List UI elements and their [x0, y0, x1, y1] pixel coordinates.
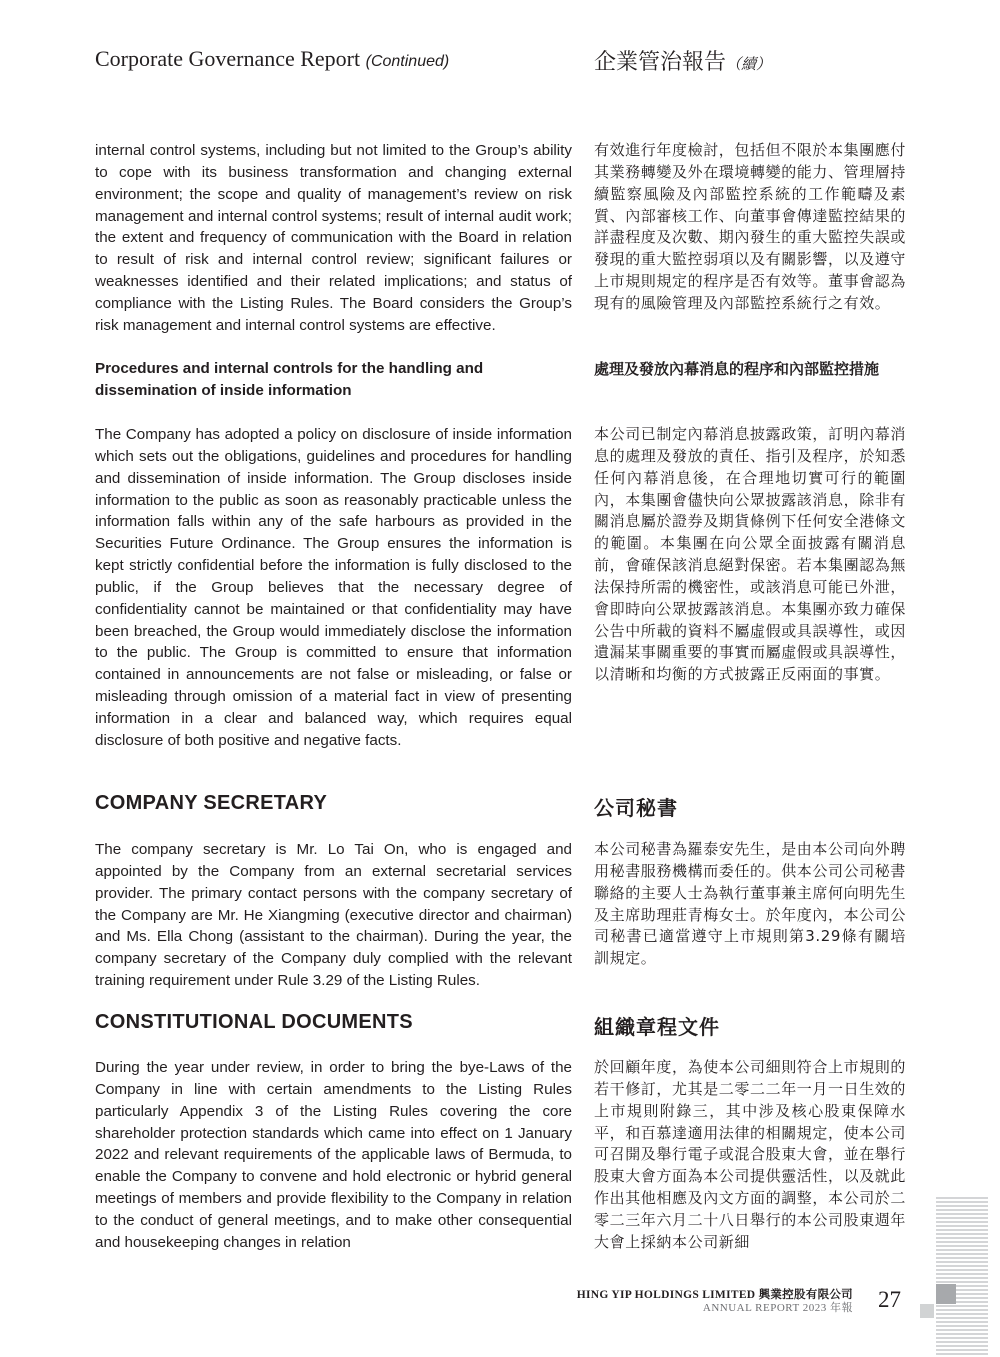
header-continued-zh: （續） [726, 55, 772, 73]
secretary-heading-en-block [95, 792, 572, 815]
constitutional-heading-en-block [95, 1011, 572, 1034]
secretary-paragraph-en: The company secretary is Mr. Lo Tai On, who is engaged and appointed by the Company from an external secretarial services provider. The primary contact persons with the company secretary of the Company are Mr. He Xiangming (executive director and chairman) and Ms. Ella Chong (assistant to the chairman). During the year, the company secretary of the Company duly complied with the relevant training requirement under Rule 3.29 of the Listing Rules. [95, 841, 572, 990]
inside-info-heading-en-block [95, 358, 572, 402]
decorative-square-light [920, 1304, 934, 1318]
constitutional-heading-zh-block [594, 1011, 906, 1040]
secretary-paragraph-zh-block [594, 839, 906, 970]
constitutional-paragraph-en-block [95, 1057, 572, 1254]
risk-paragraph-zh-block [594, 140, 906, 315]
decorative-square-dark [936, 1284, 956, 1304]
secretary-paragraph-en-block [95, 839, 572, 992]
constitutional-paragraph-en: During the year under review, in order to bring the bye-Laws of the Company in line with certain amendments to the Listing Rules particularly Appendix 3 of the Listing Rules covering the core shareholder protection standards which came into effect on 1 January 2022 and relevant requirements of the applicable laws of Bermuda, to enable the Company to convene and hold electronic or hybrid general meetings of members and provide flexibility to the Company in relation to the conduct of general meetings, and to make other consequential and housekeeping changes in relation [95, 1059, 572, 1251]
header-continued-en: (Continued) [365, 53, 450, 70]
footer-report-title: ANNUAL REPORT 2023 年報 [702, 1302, 853, 1314]
inside-info-paragraph-zh-block [594, 424, 906, 686]
secretary-heading-zh: 公司秘書 [594, 796, 678, 820]
inside-info-paragraph-en: The Company has adopted a policy on disclosure of inside information which sets out the obligations, guidelines and procedures for handling and dissemination of inside information. The Group discloses inside information to the public as soon as reasonably practicable unless the information falls within any of the safe harbours as provided in the Securities Future Ordinance. The Group ensures the information is kept strictly confidential before the information is fully disclosed to the public, if the Group believes that the necessary degree of confidentiality cannot be maintained or that confidentiality may have been breached, the Group would immediately disclose the information to the public. The Group is committed to ensure that information contained in announcements are not false or misleading, or false or misleading through omission of a material fact in view of presenting information in a clear and balanced way, which requires equal disclosure of both positive and negative facts. [95, 426, 572, 749]
constitutional-heading-en: CONSTITUTIONAL DOCUMENTS [95, 1011, 413, 1033]
secretary-paragraph-zh: 本公司秘書為羅泰安先生，是由本公司向外聘用秘書服務機構而委任的。供本公司公司秘書聯絡的主要人士為執行董事兼主席何向明先生及主席助理莊青梅女士。於年度內，本公司公司秘書已適當遵守上市規則第3.29條有關培訓規定。 [594, 840, 907, 968]
risk-paragraph-en: internal control systems, including but not limited to the Group’s ability to cope with its business transformation and changing external environment; the scope and quality of management’s review on risk management and internal control systems; result of internal audit work; the extent and frequency of communication with the Board in relation to result of risk and internal control review; significant failures or weaknesses identified and their related implications; and status of compliance with the Listing Rules. The Board considers the Group’s risk management and internal control systems are effective. [95, 142, 572, 334]
header-title-en [95, 46, 449, 72]
inside-info-heading-zh: 處理及發放內幕消息的程序和內部監控措施 [594, 360, 880, 378]
secretary-heading-en: COMPANY SECRETARY [95, 792, 328, 814]
inside-info-heading-zh-block [594, 358, 906, 380]
inside-info-paragraph-en-block [95, 424, 572, 752]
risk-paragraph-zh: 有效進行年度檢討，包括但不限於本集團應付其業務轉變及外在環境轉變的能力、管理層持續監察風險及內部監控系統的工作範疇及素質、內部審核工作、向董事會傳達監控結果的詳盡程度及次數、期內發生的重大監控失誤或發現的重大監控弱項以及有關影響，以及遵守上市規則規定的程序是否有效等。董事會認為現有的風險管理及內部監控系統行之有效。 [594, 141, 907, 312]
header-title-zh-text: 企業管治報告 [594, 50, 727, 75]
decorative-stripe-pattern [936, 1197, 988, 1357]
constitutional-paragraph-zh-block [594, 1057, 906, 1254]
risk-paragraph-en-block [95, 140, 572, 337]
secretary-heading-zh-block [594, 792, 906, 821]
footer-company-name: HING YIP HOLDINGS LIMITED 興業控股有限公司 [576, 1289, 853, 1301]
header-title-en-text: Corporate Governance Report [95, 46, 361, 71]
header-title-zh [594, 45, 771, 76]
page-number: 27 [878, 1287, 901, 1312]
inside-info-heading-en: Procedures and internal controls for the handling and dissemination of inside information [95, 360, 484, 399]
constitutional-heading-zh: 組織章程文件 [594, 1015, 720, 1039]
constitutional-paragraph-zh: 於回顧年度，為使本公司細則符合上市規則的若干修訂，尤其是二零二二年一月一日生效的上市規則附錄三，其中涉及核心股東保障水平，和百慕達適用法律的相關規定，使本公司可召開及舉行電子或混合股東大會，並在舉行股東大會方面為本公司提供靈活性，以及就此作出其他相應及內文方面的調整，本公司於二零二三年六月二十八日舉行的本公司股東週年大會上採納本公司新細 [594, 1058, 907, 1251]
inside-info-paragraph-zh: 本公司已制定內幕消息披露政策，訂明內幕消息的處理及發放的責任、指引及程序，於知悉任何內幕消息後，在合理地切實可行的範圍內，本集團會儘快向公眾披露該消息，除非有關消息屬於證券及期貨條例下任何安全港條文的範圍。本集團在向公眾全面披露有關消息前，會確保該消息絕對保密。若本集團認為無法保持所需的機密性，或該消息可能已外泄，會即時向公眾披露該消息。本集團亦致力確保公告中所載的資料不屬虛假或具誤導性，或因遺漏某事關重要的事實而屬虛假或具誤導性，以清晰和均衡的方式披露正反兩面的事實。 [594, 425, 907, 684]
